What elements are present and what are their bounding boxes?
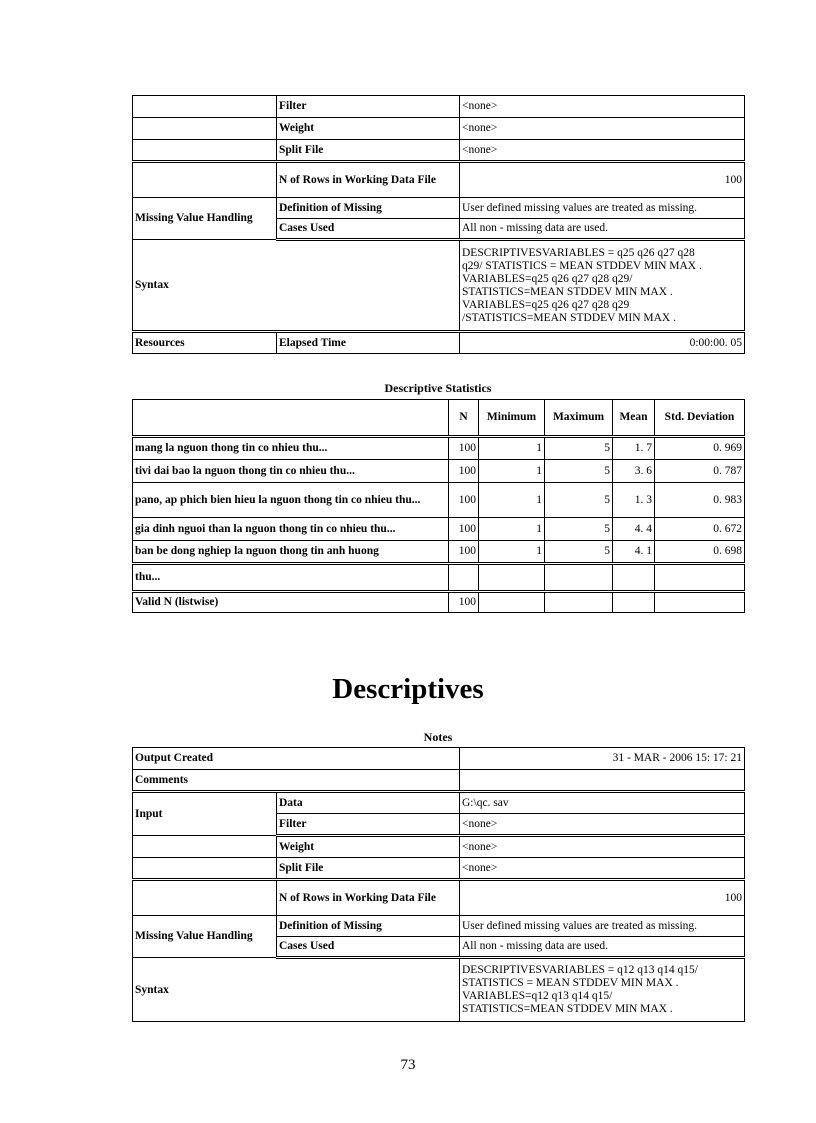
cell-std-deviation: 0. 787: [655, 460, 745, 483]
notes-table-top: [132, 95, 745, 354]
cell-minimum: 1: [479, 437, 545, 460]
filter-value: <none>: [460, 96, 745, 118]
empty-cell: [133, 400, 449, 437]
empty-cell: [133, 880, 277, 916]
cell-minimum: 1: [479, 541, 545, 564]
definition-missing-value: User defined missing values are treated as missing.: [460, 916, 745, 937]
split-file-value: <none>: [460, 858, 745, 880]
empty-cell: [133, 140, 277, 162]
cell-minimum: 1: [479, 518, 545, 541]
syntax-line: VARIABLES=q12 q13 q14 q15/: [462, 990, 613, 1002]
empty-cell: [655, 564, 745, 592]
weight-value: <none>: [460, 836, 745, 858]
row-label: tivi dai bao la nguon thong tin co nhieu thu...: [133, 460, 449, 483]
notes-table-bottom: [132, 747, 745, 1022]
syntax-line: VARIABLES=q25 q26 q27 q28 q29: [462, 298, 630, 311]
row-label: ban be dong nghiep la nguon thong tin anh huong: [133, 541, 449, 564]
split-file-value: <none>: [460, 140, 745, 162]
descriptives-heading: Descriptives: [332, 673, 484, 705]
cell-mean: 1. 7: [613, 437, 655, 460]
weight-label: Weight: [277, 118, 460, 140]
cell-std-deviation: 0. 698: [655, 541, 745, 564]
cases-used-label: Cases Used: [277, 219, 460, 240]
rows-value: 100: [460, 162, 745, 198]
cell-maximum: 5: [545, 518, 613, 541]
page-number: 73: [400, 1057, 416, 1073]
cell-std-deviation: 0. 983: [655, 483, 745, 518]
elapsed-time-label: Elapsed Time: [277, 332, 460, 354]
header-minimum: Minimum: [479, 400, 545, 437]
descriptive-statistics-title: Descriptive Statistics: [384, 381, 492, 395]
empty-cell: [545, 592, 613, 613]
syntax-line: VARIABLES=q25 q26 q27 q28 q29/: [462, 272, 633, 285]
syntax-label: Syntax: [133, 240, 460, 332]
cell-maximum: 5: [545, 541, 613, 564]
cell-minimum: 1: [479, 460, 545, 483]
header-mean: Mean: [613, 400, 655, 437]
empty-cell: [545, 564, 613, 592]
syntax-line: DESCRIPTIVESVARIABLES = q12 q13 q14 q15/: [462, 964, 698, 976]
rows-label: N of Rows in Working Data File: [277, 880, 460, 916]
empty-cell: [133, 162, 277, 198]
cell-n: 100: [449, 483, 479, 518]
valid-n-value: 100: [449, 592, 479, 613]
rows-label: N of Rows in Working Data File: [277, 162, 460, 198]
header-std-deviation: Std. Deviation: [655, 400, 745, 437]
empty-cell: [133, 858, 277, 880]
empty-cell: [613, 564, 655, 592]
syntax-value: [460, 958, 745, 1022]
cell-n: 100: [449, 541, 479, 564]
syntax-line: DESCRIPTIVESVARIABLES = q25 q26 q27 q28: [462, 246, 695, 259]
cell-mean: 4. 1: [613, 541, 655, 564]
syntax-line: STATISTICS=MEAN STDDEV MIN MAX .: [462, 285, 673, 298]
definition-missing-label: Definition of Missing: [277, 198, 460, 219]
empty-cell: [479, 592, 545, 613]
empty-cell: [655, 592, 745, 613]
valid-n-label: Valid N (listwise): [133, 592, 449, 613]
empty-cell: [479, 564, 545, 592]
syntax-label: Syntax: [133, 958, 460, 1022]
missing-value-label: Missing Value Handling: [133, 916, 277, 958]
rows-value: 100: [460, 880, 745, 916]
empty-cell: [133, 118, 277, 140]
header-n: N: [449, 400, 479, 437]
row-label: mang la nguon thong tin co nhieu thu...: [133, 437, 449, 460]
descriptive-statistics-table: [132, 399, 745, 613]
cases-used-label: Cases Used: [277, 937, 460, 958]
cell-maximum: 5: [545, 483, 613, 518]
cell-mean: 4. 4: [613, 518, 655, 541]
row-label: gia dinh nguoi than la nguon thong tin co nhieu thu...: [133, 518, 449, 541]
resources-label: Resources: [133, 332, 277, 354]
weight-value: <none>: [460, 118, 745, 140]
split-file-label: Split File: [277, 858, 460, 880]
weight-label: Weight: [277, 836, 460, 858]
cell-mean: 3. 6: [613, 460, 655, 483]
filter-value: <none>: [460, 814, 745, 836]
split-file-label: Split File: [277, 140, 460, 162]
syntax-line: q29/ STATISTICS = MEAN STDDEV MIN MAX .: [462, 259, 702, 272]
empty-cell: [133, 96, 277, 118]
elapsed-time-value: 0:00:00. 05: [460, 332, 745, 354]
row-label: thu...: [133, 564, 449, 592]
output-created-value: 31 - MAR - 2006 15: 17: 21: [460, 748, 745, 770]
empty-cell: [133, 836, 277, 858]
output-created-label: Output Created: [133, 748, 460, 770]
filter-label: Filter: [277, 96, 460, 118]
cases-used-value: All non - missing data are used.: [460, 937, 745, 958]
syntax-line: STATISTICS = MEAN STDDEV MIN MAX .: [462, 977, 679, 989]
missing-value-label: Missing Value Handling: [133, 198, 277, 240]
syntax-line: STATISTICS=MEAN STDDEV MIN MAX .: [462, 1003, 673, 1015]
data-label: Data: [277, 792, 460, 814]
cell-n: 100: [449, 518, 479, 541]
cases-used-value: All non - missing data are used.: [460, 219, 745, 240]
definition-missing-value: User defined missing values are treated as missing.: [460, 198, 745, 219]
data-value: G:\qc. sav: [460, 792, 745, 814]
cell-n: 100: [449, 437, 479, 460]
cell-std-deviation: 0. 969: [655, 437, 745, 460]
filter-label: Filter: [277, 814, 460, 836]
definition-missing-label: Definition of Missing: [277, 916, 460, 937]
cell-mean: 1. 3: [613, 483, 655, 518]
comments-label: Comments: [133, 770, 460, 792]
comments-value: [460, 770, 745, 792]
cell-std-deviation: 0. 672: [655, 518, 745, 541]
cell-maximum: 5: [545, 460, 613, 483]
cell-minimum: 1: [479, 483, 545, 518]
syntax-line: /STATISTICS=MEAN STDDEV MIN MAX .: [462, 311, 676, 324]
notes-title: Notes: [423, 730, 453, 744]
cell-n: 100: [449, 460, 479, 483]
header-maximum: Maximum: [545, 400, 613, 437]
syntax-value: [460, 240, 745, 332]
empty-cell: [613, 592, 655, 613]
row-label: pano, ap phich bien hieu la nguon thong tin co nhieu thu...: [133, 483, 449, 518]
cell-maximum: 5: [545, 437, 613, 460]
input-label: Input: [133, 792, 277, 836]
empty-cell: [449, 564, 479, 592]
